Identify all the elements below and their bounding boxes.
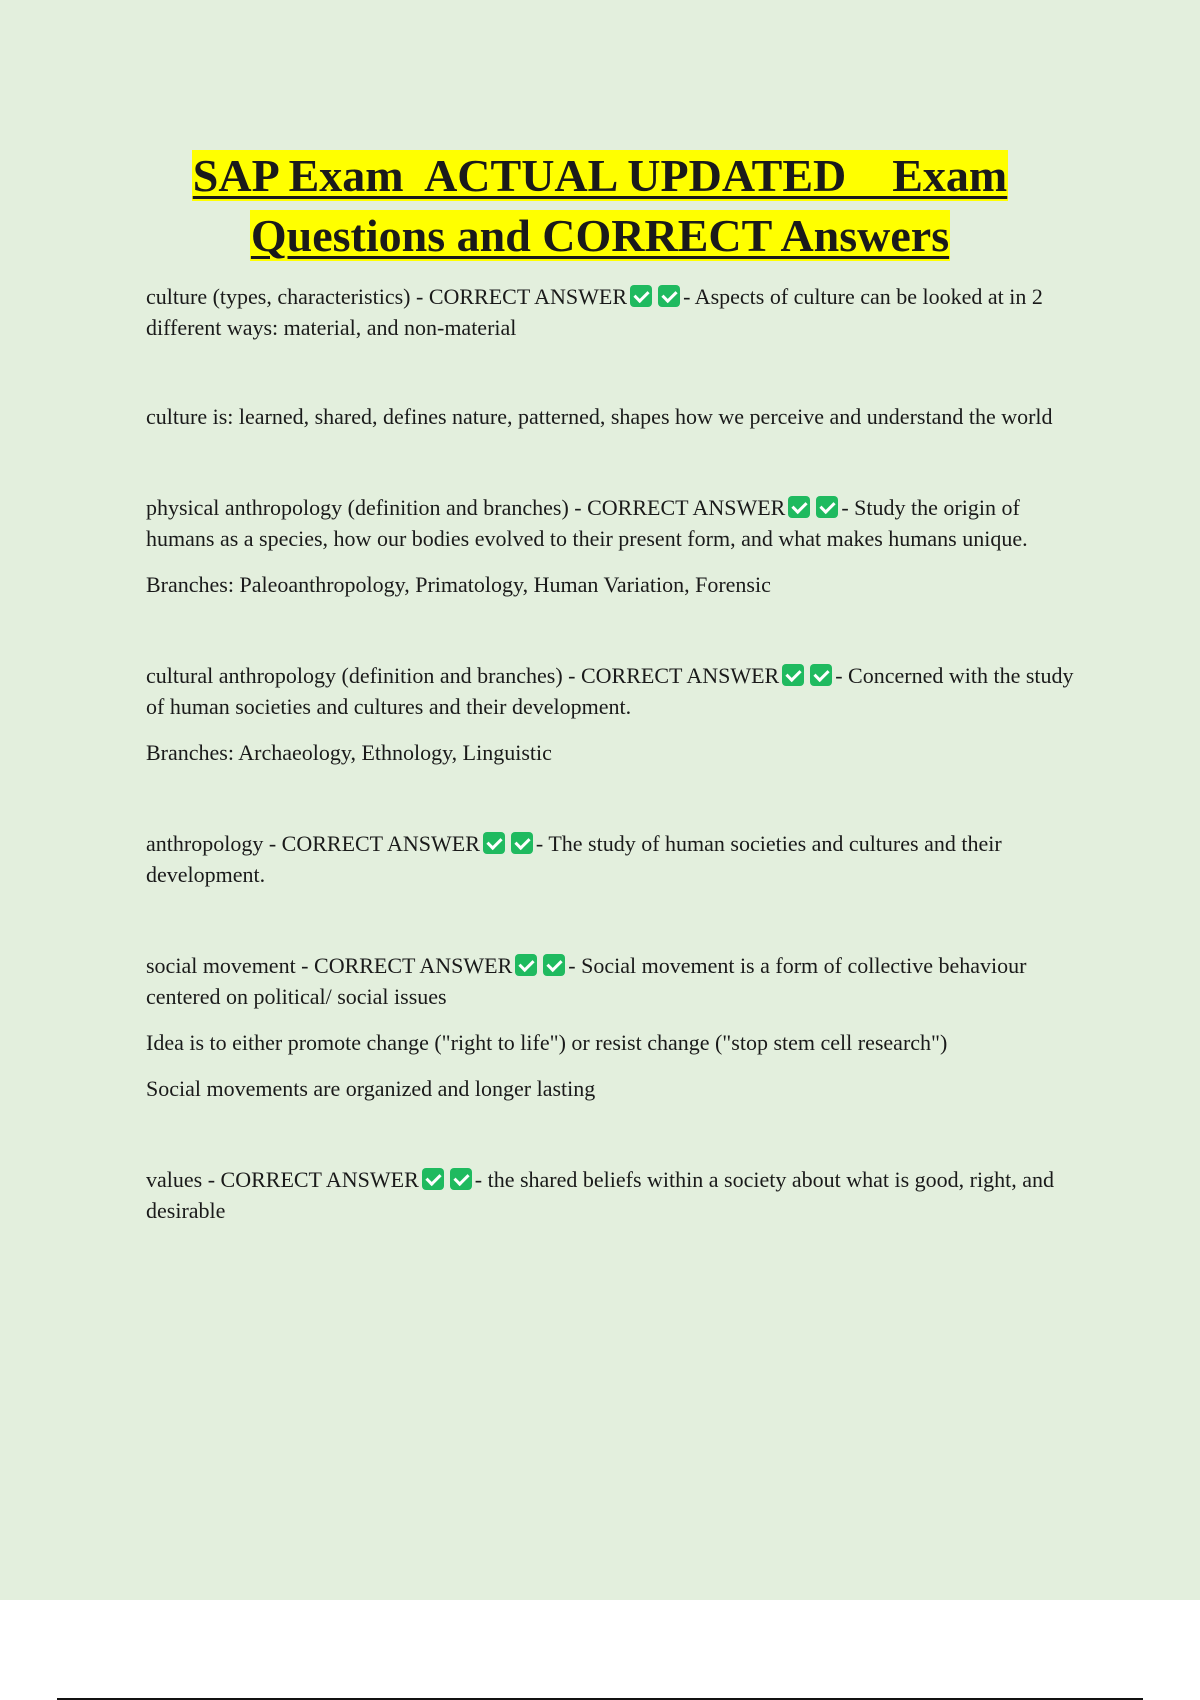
answer-marker: CORRECT ANSWER [587,495,786,520]
entry-extra: Social movements are organized and longer lasting [146,1076,596,1101]
answer-marker: CORRECT ANSWER [580,663,780,688]
qa-entry [146,950,1091,1104]
entry-text: culture is: learned, shared, defines nature, patterned, shapes how we perceive and understand the world [146,404,1053,429]
document-title [0,146,1200,266]
entry-definition: - Social movement is a form of collective behaviour centered on political/ social issues [146,953,1027,1009]
checkmark-icon [543,954,565,976]
title-line-1: SAP Exam ACTUAL UPDATED Exam [192,150,1008,201]
qa-entry [146,660,1091,768]
entry-definition: - The study of human societies and cultures and their development. [146,831,1002,887]
title-line-2: Questions and CORRECT Answers [250,210,950,261]
checkmark-icon [782,664,804,686]
checkmark-icon [511,832,533,854]
entry-term: social movement - [146,953,315,978]
answer-marker: CORRECT ANSWER [220,1167,419,1192]
qa-entry [146,828,1091,890]
entry-definition: - Concerned with the study of human societies and cultures and their development. [146,663,1074,719]
entry-term: cultural anthropology (definition and branches) - [146,663,581,688]
checkmark-icon [450,1168,472,1190]
answer-marker: CORRECT ANSWER [314,953,513,978]
entry-term: anthropology - [146,831,282,856]
qa-entry [146,1164,1091,1226]
checkmark-icon [630,285,652,307]
answer-marker: CORRECT ANSWER [428,284,628,309]
qa-entry [146,401,1091,432]
qa-entry [146,492,1091,600]
qa-entry [146,281,1091,343]
checkmark-icon [810,664,832,686]
entry-definition: - Study the origin of humans as a species, how our bodies evolved to their present form, and what makes humans unique. [146,495,1028,551]
entry-extra: Idea is to either promote change ("right to life") or resist change ("stop stem cell research") [146,1030,948,1055]
checkmark-icon [658,285,680,307]
answer-marker: CORRECT ANSWER [281,831,480,856]
entry-definition: - Aspects of culture can be looked at in 2 different ways: material, and non-material [146,284,1043,340]
checkmark-icon [816,496,838,518]
entry-extra: Branches: Paleoanthropology, Primatology, Human Variation, Forensic [146,572,771,597]
document-body [146,281,1091,1241]
checkmark-icon [483,832,505,854]
checkmark-icon [788,496,810,518]
entry-definition: - the shared beliefs within a society about what is good, right, and desirable [146,1167,1054,1223]
entry-term: culture (types, characteristics) - [146,284,429,309]
entry-term: physical anthropology (definition and branches) - [146,495,588,520]
entry-term: values - [146,1167,221,1192]
entry-extra: Branches: Archaeology, Ethnology, Linguistic [146,740,552,765]
checkmark-icon [422,1168,444,1190]
checkmark-icon [515,954,537,976]
